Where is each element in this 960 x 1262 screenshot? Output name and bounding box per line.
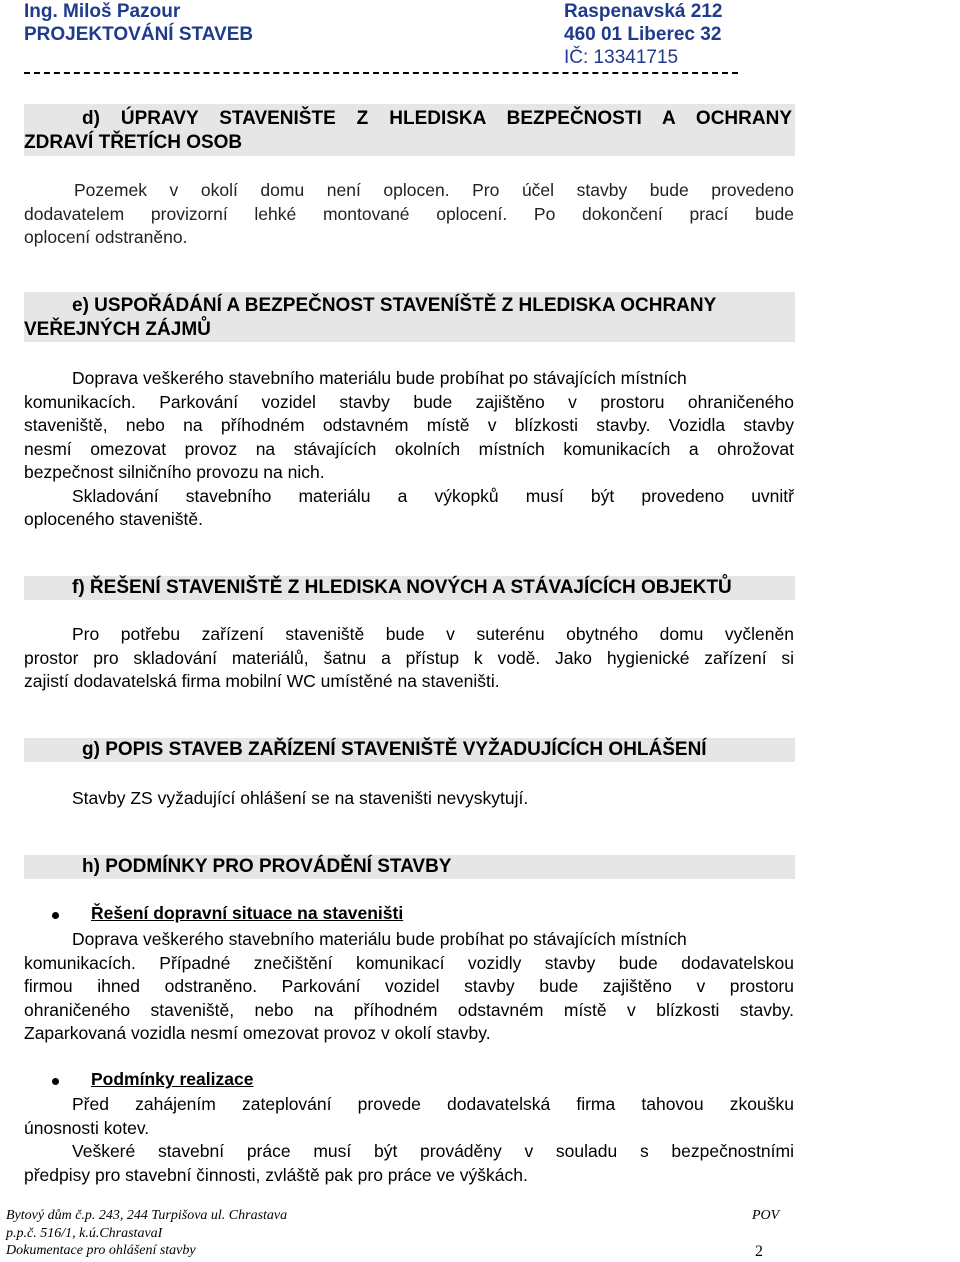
header-divider bbox=[24, 72, 738, 78]
section-e-line: oploceného staveniště. bbox=[24, 509, 204, 529]
bullet-1-line: ohraničeného staveniště, nebo na příhodném odstavném místě v blízkosti stavby. bbox=[24, 999, 794, 1020]
author-profession: PROJEKTOVÁNÍ STAVEB bbox=[24, 24, 254, 45]
section-e-line: bezpečnost silničního provozu na nich. bbox=[24, 462, 325, 482]
section-d-title-line2: ZDRAVÍ TŘETÍCH OSOB bbox=[24, 132, 243, 153]
bullet-2-icon bbox=[52, 1078, 59, 1085]
section-g-body bbox=[24, 787, 794, 811]
section-e-title-line2: VEŘEJNÝCH ZÁJMŮ bbox=[24, 319, 211, 340]
section-e-title-line1: e) USPOŘÁDÁNÍ A BEZPEČNOST STAVENÍŠTĚ Z HLEDISKA OCHRANY bbox=[72, 295, 717, 316]
page-number: 2 bbox=[755, 1243, 763, 1260]
section-h-title bbox=[24, 855, 795, 879]
bullet-1-line: firmou ihned odstraněno. Parkování vozidel stavby bude zajištěno v prostoru bbox=[24, 976, 794, 996]
section-f-title bbox=[24, 576, 795, 600]
section-d-body bbox=[24, 179, 794, 250]
section-f-line: Pro potřebu zařízení staveniště bude v suterénu obytného domu vyčleněn bbox=[72, 624, 794, 644]
section-g-title-text: g) POPIS STAVEB ZAŘÍZENÍ STAVENIŠTĚ VYŽADUJÍCÍCH OHLÁŠENÍ bbox=[82, 739, 707, 760]
bullet-1-line: Zaparkovaná vozidla nesmí omezovat provoz v okolí stavby. bbox=[24, 1023, 491, 1043]
section-f-line: zajistí dodavatelská firma mobilní WC umístěné na staveništi. bbox=[24, 671, 500, 691]
section-f-body bbox=[24, 623, 794, 694]
section-e-title bbox=[24, 292, 795, 342]
bullet-2-line: únosnosti kotev. bbox=[24, 1117, 150, 1138]
bullet-1-icon bbox=[52, 912, 59, 919]
bullet-1-line: Doprava veškerého stavebního materiálu bude probíhat po stávajících místních bbox=[72, 929, 687, 949]
address-city: 460 01 Liberec 32 bbox=[564, 24, 722, 45]
address-street: Raspenavská 212 bbox=[564, 1, 723, 22]
bullet-2-line: Veškeré stavební práce musí být prováděny v souladu s bezpečnostními bbox=[72, 1141, 794, 1161]
bullet-1-body bbox=[24, 928, 794, 1046]
section-e-body bbox=[24, 367, 794, 532]
footer-section-code: POV bbox=[752, 1208, 780, 1223]
section-g-line: Stavby ZS vyžadující ohlášení se na staveništi nevyskytují. bbox=[72, 788, 529, 808]
bullet-1-title: Řešení dopravní situace na staveništi bbox=[91, 903, 404, 923]
footer-project: Bytový dům č.p. 243, 244 Turpišova ul. Chrastava bbox=[6, 1208, 288, 1223]
section-d-line: oplocení odstraněno. bbox=[24, 227, 188, 247]
section-e-line: komunikacích. Parkování vozidel stavby bude zajištěno v prostoru ohraničeného bbox=[24, 391, 794, 412]
section-f-line: prostor pro skladování materiálů, šatnu a přístup k vodě. Jako hygienické zařízení si bbox=[24, 647, 794, 668]
section-f-title-text: f) ŘEŠENÍ STAVENIŠTĚ Z HLEDISKA NOVÝCH A STÁVAJÍCÍCH OBJEKTŮ bbox=[72, 577, 732, 598]
section-e-line: Skladování stavebního materiálu a výkopků musí být provedeno uvnitř bbox=[72, 485, 794, 506]
section-d-title bbox=[24, 104, 795, 156]
section-h-title-text: h) PODMÍNKY PRO PROVÁDĚNÍ STAVBY bbox=[82, 856, 452, 877]
section-d-line: Pozemek v okolí domu není oplocen. Pro účel stavby bude provedeno bbox=[74, 180, 794, 200]
section-g-title bbox=[24, 738, 795, 762]
footer-parcel: p.p.č. 516/1, k.ú.ChrastavaI bbox=[6, 1226, 163, 1241]
section-d-line: dodavatelem provizorní lehké montované oplocení. Po dokončení prací bude bbox=[24, 203, 794, 224]
bullet-2-title: Podmínky realizace bbox=[91, 1069, 254, 1089]
bullet-2-line: Před zahájením zateplování provede dodavatelská firma tahovou zkoušku bbox=[72, 1094, 794, 1114]
footer-document-type: Dokumentace pro ohlášení stavby bbox=[6, 1243, 196, 1258]
section-d-title-line1: d) ÚPRAVY STAVENIŠTE Z HLEDISKA BEZPEČNOSTI A OCHRANY bbox=[82, 108, 792, 129]
author-name: Ing. Miloš Pazour bbox=[24, 1, 181, 22]
section-e-line: nesmí omezovat provoz na stávajících okolních místních komunikacích a ohrožovat bbox=[24, 438, 794, 459]
bullet-2-line: předpisy pro stavební činnosti, zvláště pak pro práce ve výškách. bbox=[24, 1164, 528, 1185]
company-id: IČ: 13341715 bbox=[564, 47, 679, 68]
section-e-line: staveniště, nebo na příhodném odstavném místě v blízkosti stavby. Vozidla stavby bbox=[24, 415, 794, 435]
bullet-1-line: komunikacích. Případné znečištění komunikací vozidly stavby bude dodavatelskou bbox=[24, 952, 794, 973]
section-e-line: Doprava veškerého stavebního materiálu bude probíhat po stávajících místních bbox=[72, 368, 687, 388]
bullet-2-body bbox=[24, 1093, 794, 1187]
